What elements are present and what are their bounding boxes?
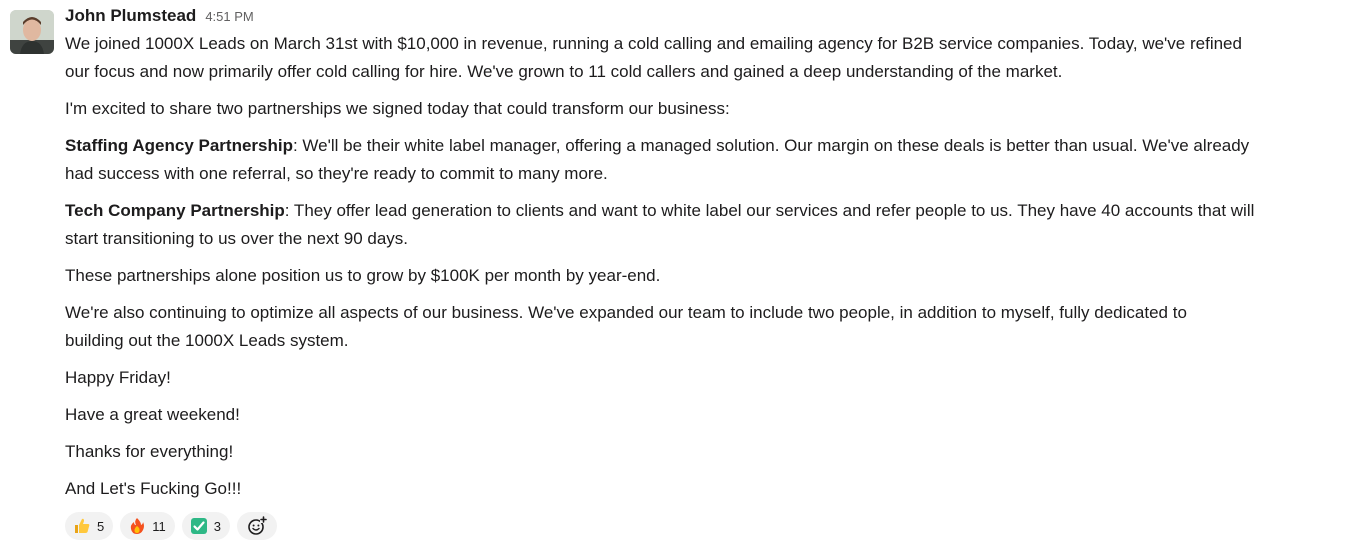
paragraph-text: These partnerships alone position us to grow by $100K per month by year-end.	[65, 266, 661, 285]
message-timestamp[interactable]: 4:51 PM	[205, 9, 254, 24]
message-paragraph	[65, 401, 1349, 429]
add-reaction-button[interactable]	[237, 512, 277, 540]
message-paragraph	[65, 197, 1349, 253]
reaction-thumbs-up[interactable]	[65, 512, 113, 540]
message-header	[65, 6, 1349, 30]
message-paragraph	[65, 30, 1349, 86]
message-paragraph	[65, 475, 1349, 503]
bold-heading: Tech Company Partnership	[65, 201, 285, 220]
check-mark-icon	[190, 517, 208, 535]
message-paragraph	[65, 438, 1349, 466]
paragraph-text: Happy Friday!	[65, 368, 171, 387]
avatar-image	[10, 10, 54, 54]
author-name[interactable]: John Plumstead	[65, 6, 197, 25]
paragraph-line: our focus and now primarily offer cold calling for hire. We've grown to 11 cold callers and gained a deep understanding of the market.	[65, 62, 1063, 81]
paragraph-line: : They offer lead generation to clients and want to white label our services and refer people to us. They have 40 accounts that will	[284, 201, 1255, 220]
paragraph-line: building out the 1000X Leads system.	[65, 331, 349, 350]
reaction-white-check-mark[interactable]	[182, 512, 230, 540]
message-paragraph	[65, 299, 1349, 355]
paragraph-line: : We'll be their white label manager, offering a managed solution. Our margin on these deals is better than usual. We've already	[292, 136, 1250, 155]
reaction-count: 3	[213, 518, 221, 534]
paragraph-line: start transitioning to us over the next 90 days.	[65, 229, 409, 248]
reaction-count: 11	[152, 518, 166, 534]
thumbs-up-icon	[73, 517, 91, 535]
message-paragraph	[65, 95, 1349, 123]
reactions-bar	[65, 512, 1349, 540]
paragraph-text: Have a great weekend!	[65, 405, 240, 424]
reaction-count: 5	[97, 518, 105, 534]
reaction-fire[interactable]	[120, 512, 175, 540]
paragraph-line: We joined 1000X Leads on March 31st with $10,000 in revenue, running a cold calling and emailing agency for B2B service companies. Today, we've refined	[65, 34, 1242, 53]
message-paragraph	[65, 262, 1349, 290]
paragraph-text: I'm excited to share two partnerships we signed today that could transform our business:	[65, 99, 730, 118]
paragraph-line: had success with one referral, so they're ready to commit to many more.	[65, 164, 608, 183]
message-body	[65, 30, 1349, 503]
bold-heading: Staffing Agency Partnership	[65, 136, 293, 155]
paragraph-text: Thanks for everything!	[65, 442, 234, 461]
avatar[interactable]	[10, 10, 54, 54]
message-content	[65, 6, 1349, 540]
paragraph-line: We're also continuing to optimize all aspects of our business. We've expanded our team to include two people, in addition to myself, fully dedicated to	[65, 303, 1187, 322]
paragraph-text: And Let's Fucking Go!!!	[65, 479, 242, 498]
message-paragraph	[65, 364, 1349, 392]
add-reaction-icon	[247, 516, 267, 536]
fire-icon	[128, 517, 146, 535]
message-paragraph	[65, 132, 1349, 188]
